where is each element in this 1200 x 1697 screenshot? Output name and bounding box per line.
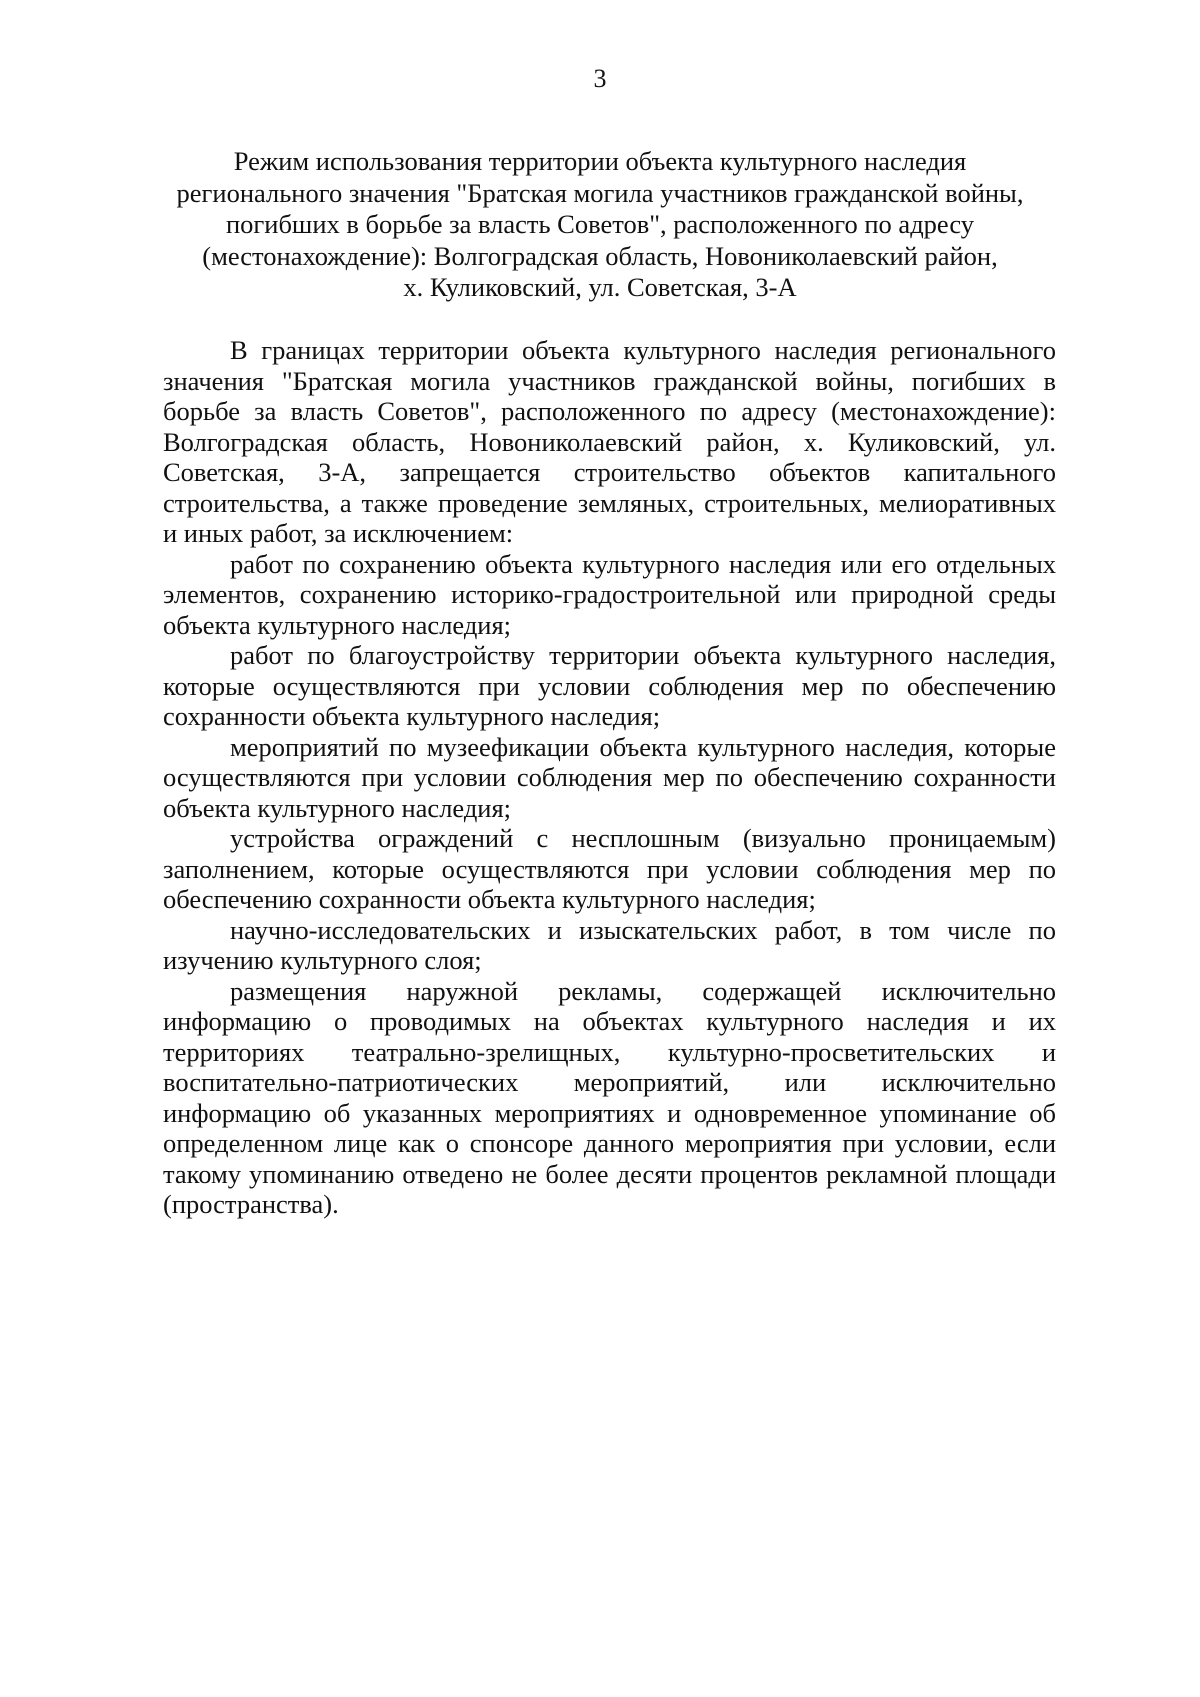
paragraph-exception-research: научно-исследовательских и изыскательских работ, в том числе по изучению культурного слоя; (163, 914, 1056, 975)
document-body (163, 335, 1056, 1220)
paragraph-exception-advertising: размещения наружной рекламы, содержащей исключительно информацию о проводимых на объектах культурного наследия и их территориях театрально-зрелищных, культурно-просветительских и воспитательно-патриотических мероприятий, или исключительно информацию об указанных мероприятиях и одновременное упоминание об определенном лице как о спонсоре данного мероприятия при условии, если такому упоминанию отведено не более десяти процентов рекламной площади (пространства). (163, 975, 1056, 1219)
paragraph-exception-landscaping: работ по благоустройству территории объекта культурного наследия, которые осуществляются при условии соблюдения мер по обеспечению сохранности объекта культурного наследия; (163, 640, 1056, 731)
page-number: 3 (593, 64, 607, 93)
title-line-2: регионального значения "Братская могила участников гражданской войны, (176, 177, 1024, 208)
paragraph-exception-museumification: мероприятий по музеефикации объекта культурного наследия, которые осуществляются при условии соблюдения мер по обеспечению сохранности объекта культурного наследия; (163, 731, 1056, 823)
title-line-3: погибших в борьбе за власть Советов", расположенного по адресу (225, 209, 975, 239)
title-line-4: (местонахождение): Волгоградская область, Новониколаевский район, (202, 240, 998, 271)
document-title (150, 146, 1050, 304)
title-line-5: х. Куликовский, ул. Советская, 3-А (403, 272, 797, 302)
paragraph-main: В границах территории объекта культурного наследия регионального значения "Братская могила участников гражданской войны, погибших в борьбе за власть Советов", расположенного по адресу (местонахождение): Волгоградская область, Новониколаевский район, х. Куликовский, ул. Советская, 3-А, запрещается строительство объектов капитального строительства, а также проведение земляных, строительных, мелиоративных и иных работ, за исключением: (163, 335, 1056, 548)
paragraph-exception-preservation: работ по сохранению объекта культурного наследия или его отдельных элементов, сохранению историко-градостроительной или природной среды объекта культурного наследия; (163, 548, 1056, 640)
title-line-1: Режим использования территории объекта культурного наследия (233, 146, 967, 176)
paragraph-exception-fencing: устройства ограждений с несплошным (визуально проницаемым) заполнением, которые осуществляются при условии соблюдения мер по обеспечению сохранности объекта культурного наследия; (163, 823, 1056, 914)
